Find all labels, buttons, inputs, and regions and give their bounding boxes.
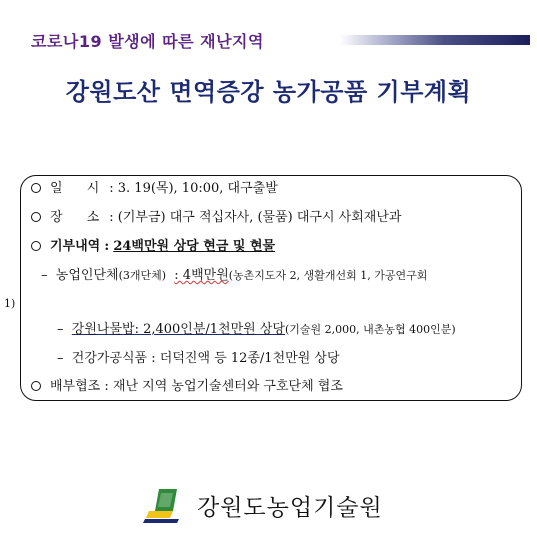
organization-logo-icon: [143, 485, 185, 525]
date-value: : 3. 19(목), 10:00, 대구출발: [109, 181, 278, 196]
support-row: [31, 379, 343, 395]
item-dash: –: [41, 268, 48, 283]
footer: [143, 485, 383, 525]
item-amount: : 2,400인분/1천만원 상당: [134, 322, 285, 337]
item-dash: –: [57, 351, 64, 366]
circle-bullet-icon: [31, 241, 41, 251]
details-box: [20, 175, 522, 401]
item-row-farmer-groups: [41, 268, 427, 284]
item-row-health-food: [57, 351, 340, 367]
item-note: (기술원 2,000, 내촌농협 400인분): [284, 323, 456, 336]
subtitle-decoration-bar: [340, 35, 530, 45]
subtitle: 코로나19 발생에 따른 재난지역: [31, 32, 264, 51]
donation-colon: :: [104, 239, 110, 254]
circle-bullet-icon: [31, 381, 41, 391]
donation-row: [31, 239, 275, 255]
donation-label: 기부내역: [50, 239, 101, 254]
item-breakdown: (농촌지도자 2, 생활개선회 1, 가공연구회: [228, 269, 428, 282]
item-prefix: 강원나물밥: [71, 322, 135, 337]
page-title: 강원도산 면역증강 농가공품 기부계획: [65, 78, 472, 106]
circle-bullet-icon: [31, 212, 41, 222]
place-value: : (기부금) 대구 적십자사, (물품) 대구시 사회재난과: [109, 210, 402, 225]
support-value: : 재난 지역 농업기술센터와 구호단체 협조: [104, 379, 343, 394]
support-label: 배부협조: [50, 379, 101, 394]
place-row: [31, 210, 401, 226]
donation-value: 24백만원 상당 현금 및 현물: [113, 239, 276, 254]
circle-bullet-icon: [31, 183, 41, 193]
item-dash: –: [57, 322, 64, 337]
item-row-namul-bap: [57, 322, 456, 338]
item-note: (3개단체): [118, 269, 167, 282]
date-label: 일 시: [50, 181, 110, 196]
item-row-wrap: 1): [4, 297, 16, 310]
organization-name: 강원도농업기술원: [197, 494, 383, 521]
item-amount: : 4백만원: [174, 268, 229, 283]
item-amount: : 더덕진액 등 12종/1천만원 상당: [151, 351, 340, 366]
date-row: [31, 181, 278, 197]
item-prefix: 건강가공식품: [71, 351, 148, 366]
place-label: 장 소: [50, 210, 110, 225]
item-prefix: 농업인단체: [55, 268, 119, 283]
